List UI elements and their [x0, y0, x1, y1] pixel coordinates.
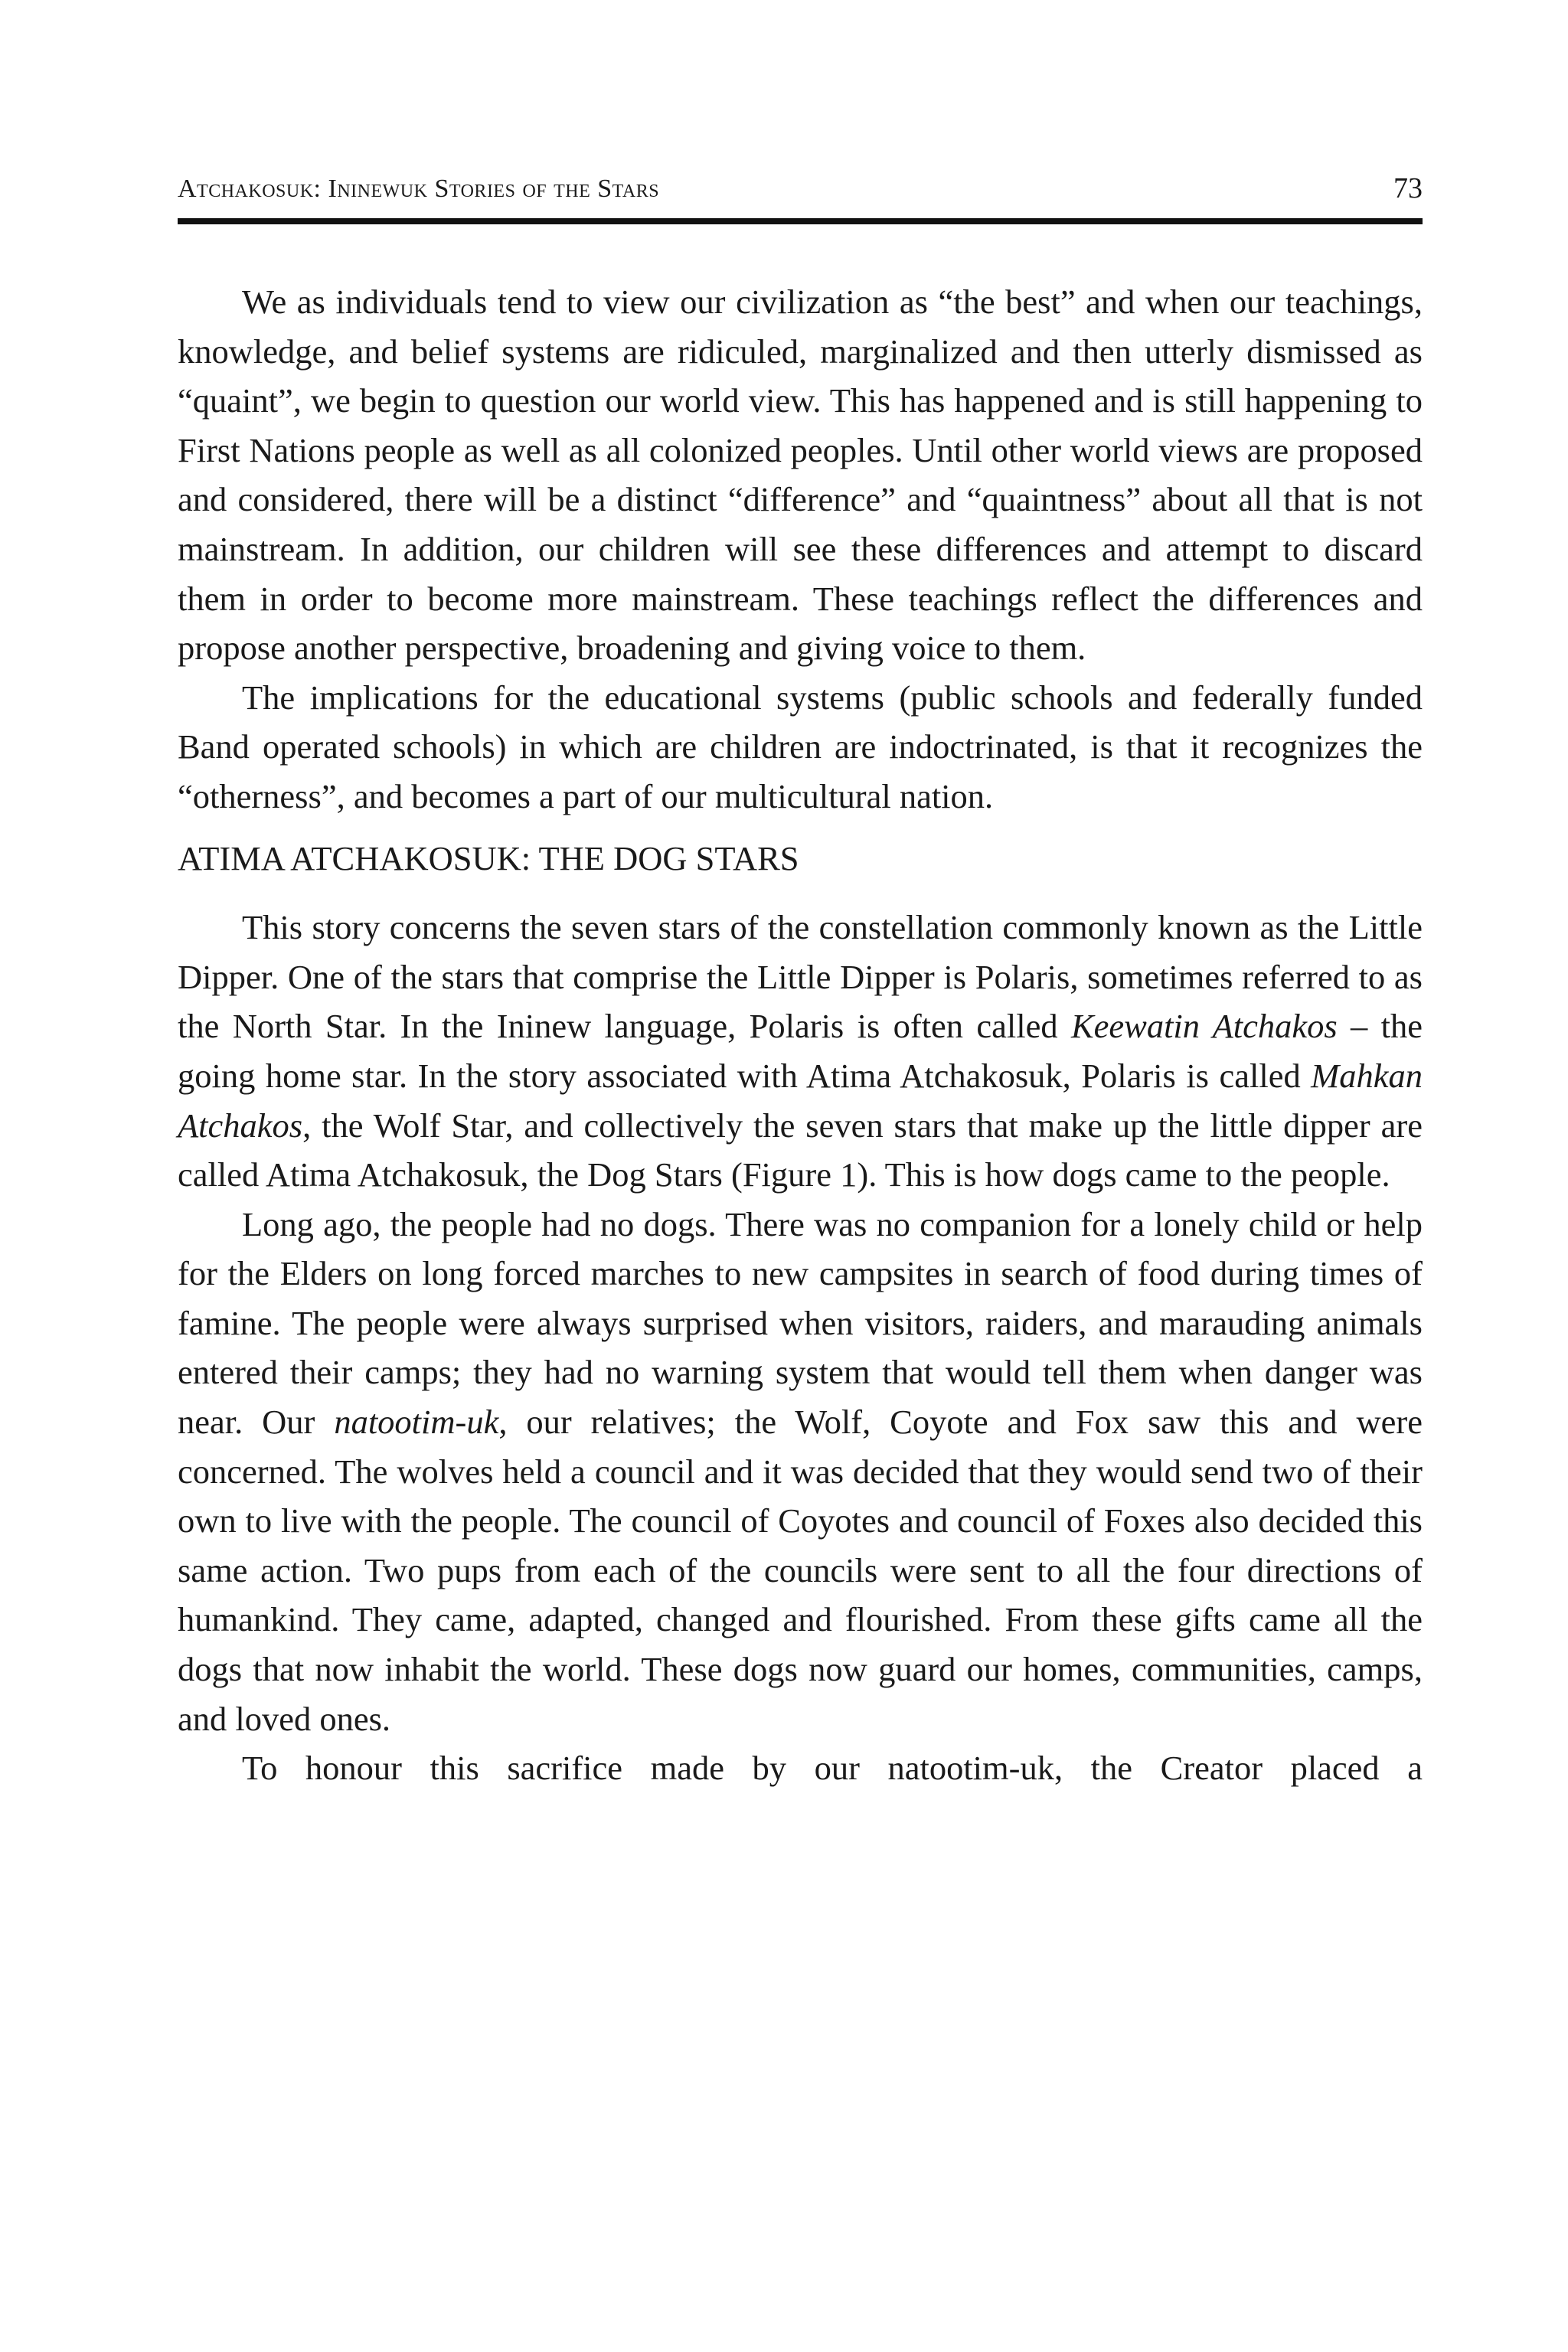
paragraph-3: [178, 903, 1423, 1200]
paragraph-3-text-c: , the Wolf Star, and collectively the seven stars that make up the little dipper are called Atima Atchakosuk, the Dog Stars (Figure 1). This is how dogs came to the people.: [178, 1106, 1423, 1194]
paragraph-4-text-b: , our relatives; the Wolf, Coyote and Fox saw this and were concerned. The wolves held a council and it was decided that they would send two of their own to live with the people. The council of Coyotes and council of Foxes also decided this same action. Two pups from each of the councils were sent to all the four directions of humankind. They came, adapted, changed and flourished. From these gifts came all the dogs that now inhabit the world. These dogs now guard our homes, communities, camps, and loved ones.: [178, 1403, 1423, 1738]
section-heading: ATIMA ATCHAKOSUK: THE DOG STARS: [178, 838, 799, 877]
paragraph-2: The implications for the educational systems (public schools and federally funded Band operated schools) in which are children are indoctrinated, is that it recognizes the “otherness”, and becomes a part of our multicultural nation.: [178, 678, 1423, 815]
paragraph-3-text-b: – the going home star. In the story associated with Atima Atchakosuk, Polaris is called: [178, 1007, 1423, 1095]
page-number: 73: [1393, 172, 1423, 204]
body-text: [178, 277, 1423, 1793]
paragraph-3-italic-keewatin: Keewatin Atchakos: [1070, 1007, 1338, 1046]
paragraph-4-italic-natootim: natootim-uk: [334, 1403, 499, 1442]
paragraph-4-text-a: Long ago, the people had no dogs. There was no companion for a lonely child or help for the Elders on long forced marches to new campsites in search of food during times of famine. The people were always surprised when visitors, raiders, and marauding animals entered their camps; they had no warning system that would tell them when danger was near. Our: [178, 1204, 1423, 1442]
running-header: [178, 170, 1423, 213]
header-rule: [178, 218, 1423, 224]
running-title: Atchakosuk: Ininewuk Stories of the Stars: [178, 175, 660, 203]
paragraph-5: To honour this sacrifice made by our natootim-uk, the Creator placed a: [242, 1749, 1423, 1788]
paragraph-3-italic-mahkan: Mahkan Atchakos: [178, 1056, 1423, 1145]
heading-spacer: [178, 892, 1423, 903]
paragraph-1: We as individuals tend to view our civilization as “the best” and when our teachings, knowledge, and belief systems are ridiculed, marginalized and then utterly dismissed as “quaint”, we begin to question our world view. This has happened and is still happening to First Nations people as well as all colonized peoples. Until other world views are proposed and considered, there will be a distinct “difference” and “quaintness” about all that is not mainstream. In addition, our children will see these differences and attempt to discard them in order to become more mainstream. These teachings reflect the differences and propose another perspective, broadening and giving voice to them.: [178, 283, 1423, 668]
paragraph-4: [178, 1200, 1423, 1744]
paragraph-3-text-a: This story concerns the seven stars of the constellation commonly known as the Little Dipper. One of the stars that comprise the Little Dipper is Polaris, sometimes referred to as the North Star. In the Ininew language, Polaris is often called: [178, 908, 1423, 1046]
